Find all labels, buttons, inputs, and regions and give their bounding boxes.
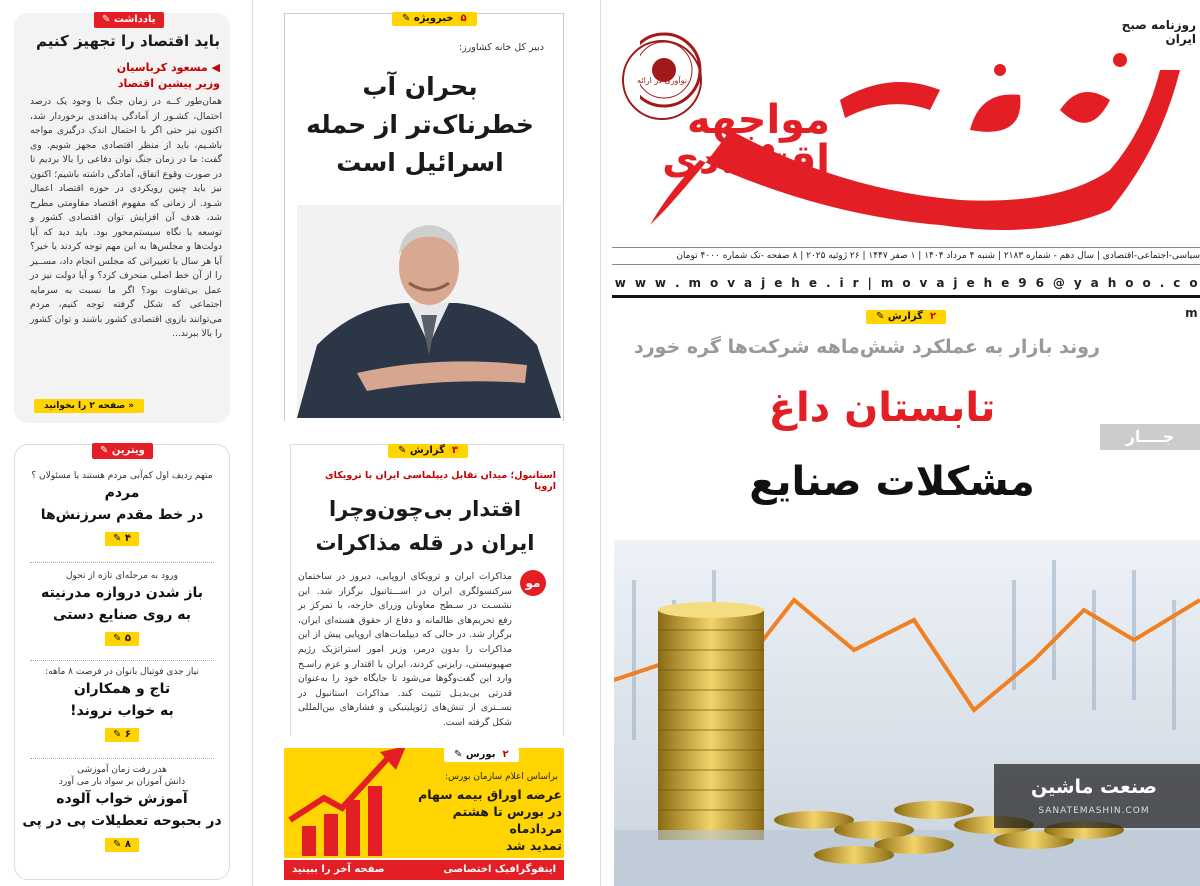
story2-body: مذاکرات ایران و ترویکای اروپایی، دیروز در ساختمان سرکنسولگری ایران در اســـتانبول برگزار شد. این نشسـت در سـطح معاونان وزرای خارجه، با تمرکز بر رفع تحریم‌های ظالمانه و دفاع از حقوق هسته‌ای ایران، برگزار شد. در حالی که دیپلمات‌های اروپایی پیش از این مذاکرات را بدون درمر، وزیر امور استراتژیک رژیم صهیونیستی، رایزنی کردند، ایران با اقتدار و عزم راسـخ وارد این گفت‌وگوها می‌شود تا جایگاه خود را به‌عنوان قدرتی بی‌بدیـل تثبیت کند. مذاکرات استانبول در بســتری از تنش‌های ژئوپلیتیکی و فشارهای بین‌المللی شکل گرفته است. bbox=[298, 571, 512, 728]
publisher-logo-icon: مو bbox=[520, 570, 546, 596]
watermark-url: SANATEMASHIN.COM bbox=[1038, 806, 1150, 816]
divider bbox=[30, 660, 214, 661]
page-badge: ۸ ✎ bbox=[105, 838, 139, 852]
story1-photo[interactable] bbox=[297, 205, 561, 418]
showcase-item[interactable]: ورود به مرحله‌ای تازه از تحول باز شدن دروازه مدرنیته به روی صنایع دستی ۵ ✎ bbox=[40, 571, 204, 644]
author-name: مسعود کرباسیان bbox=[116, 61, 208, 74]
note-tag: یادداشت ✎ bbox=[94, 12, 164, 28]
story1-kicker: دبیر کل خانه کشاورز: bbox=[458, 42, 544, 53]
infographic-footer[interactable] bbox=[284, 860, 564, 880]
column-divider bbox=[252, 0, 253, 886]
author-role: وزیر پیشین اقتصاد bbox=[117, 77, 220, 90]
issue-meta: سیاسی-اجتماعی-اقتصادی | سال دهم - شماره ۲۱۸۳ | شنبه ۴ مرداد ۱۴۰۴ | ۱ صفر ۱۴۴۷ | ۲۶ ژوئیه ۲۰۲۵ | ۸ صفحه -تک شماره ۴۰۰۰ تومان bbox=[612, 247, 1200, 265]
masthead-title[interactable]: مواجهه اقتصادی bbox=[662, 97, 830, 183]
gold-coins-chart-image bbox=[614, 540, 1200, 886]
story2-kicker: استانبول؛ میدان تقابل دیپلماسی ایران با ترویکای اروپا bbox=[324, 470, 556, 492]
note-author: ◀ مسعود کرباسیان وزیر پیشین اقتصاد bbox=[30, 60, 220, 92]
footer-link[interactable]: صفحه آخر را ببینید bbox=[292, 864, 385, 875]
story1-headline[interactable]: بحران آب خطرناک‌تر از حمله اسرائیل است bbox=[306, 72, 534, 177]
divider bbox=[30, 758, 214, 759]
watermark-name: صنعت ماشین bbox=[1030, 776, 1157, 798]
divider bbox=[30, 562, 214, 563]
website-line[interactable]: w w w . m o v a j e h e . i r | m o v a j e h e 9 6 @ y a h o o . c o m bbox=[612, 268, 1200, 298]
page-badge: ۶ ✎ bbox=[105, 728, 139, 742]
showcase-tag: ویترین ✎ bbox=[92, 443, 153, 459]
lead-kicker: روند بازار به عملکرد شش‌ماهه شرکت‌ها گره خورد bbox=[633, 336, 1101, 358]
lead-headline-red[interactable]: تابستان داغ bbox=[768, 385, 996, 431]
masthead-tagline: روزنامه صبح ایران bbox=[1121, 18, 1196, 46]
page-badge: ۴ ✎ bbox=[105, 532, 139, 546]
report-tag: ۳ گزارش ✎ bbox=[388, 444, 468, 458]
seal-stamp: نوآوری در ارائه bbox=[622, 40, 702, 120]
footer-label: اینفوگرافیک اختصاصی bbox=[443, 864, 556, 875]
jaar-label: جــــار bbox=[1100, 424, 1200, 450]
lead-headline-black[interactable]: مشکلات صنایع bbox=[749, 459, 1035, 505]
showcase-item[interactable]: هدر رفت زمان آموزشی دانش آموزان بر سواد بار می آورد آموزش خواب آلوده در بحبوحه تعطیلات پی در پی ۸ ✎ bbox=[22, 765, 222, 850]
info-headline[interactable]: عرضه اوراق بیمه سهام در بورس تا هشتم مردادماه تمدید شد bbox=[418, 787, 562, 853]
showcase-item[interactable]: نیاز جدی فوتبال بانوان در فرصت ۸ ماهه: تاج و همکاران به خواب نروند! ۶ ✎ bbox=[45, 667, 199, 740]
portrait-image bbox=[297, 205, 561, 418]
lead-tag: ۲ گزارش ✎ bbox=[866, 310, 946, 324]
page-badge: ۵ ✎ bbox=[105, 632, 139, 646]
note-more-link[interactable]: « صفحه ۲ را بخوانید bbox=[34, 399, 144, 413]
story2-headline[interactable]: اقتدار بی‌چون‌وچرا ایران در قله مذاکرات bbox=[315, 497, 535, 555]
note-body: همان‌طور کــه در زمان جنگ با وجود یک درصد احتمال، کشـور از آمادگی پدافندی برخوردار شد، اکنون نیز حتی اگر با احتمال اندک درگیری مواجه باشـیم، باید از منظر اقتصادی مجهز شویم. وی گفت: ما در زمان جنگ توان دفاعی را بالا بردیم تا در صورت وقوع اتفاق، آمادگی داشته باشیم؛ اکنون نیز باید چنین رویکردی در حوزه اقتصاد اعمال شـود. از زمانی که مفهوم اقتصاد مقاومتی مطرح شد، هدف آن افزایش توان اقتصادی کشور و توسعه با نگاه سیستم‌محور بود. باید دید که آیا دولت‌ها و مجلس‌ها به این مهم توجه کردند یا خیر؟ آیا هر سال با تغییراتی که مجلس انجام داد، مســیر را از آن خط اصلی منحرف کرد؟ و آیا دولت نیز در عمل بی‌تفاوت بود؟ اگر ما نسبت به سرمایه اجتماعی که شکل گرفته توجه کنیم، مردم می‌توانند بازوی اقتصادی کشور باشند و توان کشور را بالا ببرند... bbox=[30, 96, 222, 339]
column-divider bbox=[600, 0, 601, 886]
stock-tag: ۲ بورس ✎ bbox=[444, 748, 519, 762]
note-title[interactable]: باید اقتصاد را تجهیز کنیم bbox=[36, 32, 220, 50]
showcase-item[interactable]: متهم ردیف اول کم‌آبی مردم هستند یا مسئولان ؟ مردم در خط مقدم سرزنش‌ها ۴ ✎ bbox=[31, 471, 213, 544]
special-news-tag: ۵ خبرویژه ✎ bbox=[392, 12, 477, 26]
lead-hero-image[interactable] bbox=[614, 540, 1200, 886]
info-kicker: براساس اعلام سازمان بورس: bbox=[445, 772, 558, 782]
